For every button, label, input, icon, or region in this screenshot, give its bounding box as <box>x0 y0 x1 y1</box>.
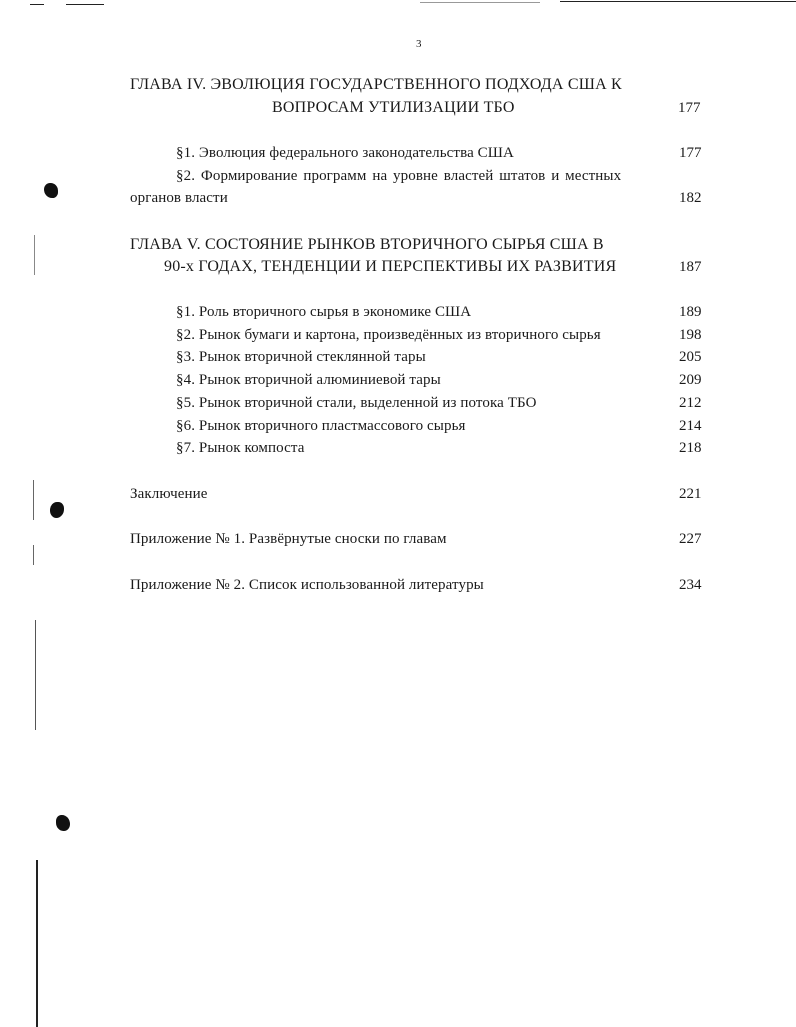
ch4-section-1: §1. Эволюция федерального законодательства США <box>176 145 514 161</box>
ch5-section-5: §5. Рынок вторичной стали, выделенной из потока ТБО <box>176 395 537 411</box>
appendix-1-entry: Приложение № 1. Развёрнутые сноски по главам <box>130 531 447 547</box>
scan-edge-left-3 <box>33 480 34 520</box>
scan-line-top-right-2 <box>560 1 796 2</box>
ch5-section-7-page: 218 <box>679 440 702 456</box>
punch-hole-2 <box>50 502 64 518</box>
scan-line-top-left <box>30 4 44 5</box>
ch5-section-5-page: 212 <box>679 395 702 411</box>
ch5-section-4-page: 209 <box>679 372 702 388</box>
punch-hole-1 <box>44 183 58 198</box>
ch4-section-2-cont: органов власти <box>130 190 228 206</box>
ch5-section-3-page: 205 <box>679 349 702 365</box>
ch5-section-4: §4. Рынок вторичной алюминиевой тары <box>176 372 441 388</box>
ch5-section-3: §3. Рынок вторичной стеклянной тары <box>176 349 426 365</box>
scan-line-top-right <box>420 2 540 3</box>
chapter-5-page: 187 <box>679 259 702 275</box>
ch5-section-7: §7. Рынок компоста <box>176 440 305 456</box>
scan-edge-left-4 <box>33 545 34 565</box>
ch5-section-1: §1. Роль вторичного сырья в экономике США <box>176 304 472 320</box>
ch5-section-6-page: 214 <box>679 418 702 434</box>
page-number: 3 <box>416 38 422 50</box>
chapter-4-page: 177 <box>678 100 701 116</box>
punch-hole-3 <box>56 815 70 831</box>
chapter-5-heading-line1: ГЛАВА V. СОСТОЯНИЕ РЫНКОВ ВТОРИЧНОГО СЫРЬЯ США В <box>130 236 604 253</box>
ch5-section-2: §2. Рынок бумаги и картона, произведённых из вторичного сырья <box>176 327 601 343</box>
appendix-1-page: 227 <box>679 531 702 547</box>
appendix-2-page: 234 <box>679 577 702 593</box>
scan-edge-left <box>36 860 38 1027</box>
scan-edge-left-2 <box>35 620 36 730</box>
ch5-section-6: §6. Рынок вторичного пластмассового сырья <box>176 418 466 434</box>
chapter-5-heading-line2: 90-х ГОДАХ, ТЕНДЕНЦИИ И ПЕРСПЕКТИВЫ ИХ РАЗВИТИЯ <box>164 258 617 275</box>
ch4-section-2-page: 182 <box>679 190 702 206</box>
conclusion-entry: Заключение <box>130 486 208 502</box>
ch4-section-2: §2. Формирование программ на уровне властей штатов и местных <box>176 168 622 184</box>
ch4-section-1-page: 177 <box>679 145 702 161</box>
scan-edge-left-5 <box>34 235 35 275</box>
conclusion-page: 221 <box>679 486 702 502</box>
ch5-section-1-page: 189 <box>679 304 702 320</box>
scan-line-top-left-2 <box>66 4 104 5</box>
chapter-4-heading-line1: ГЛАВА IV. ЭВОЛЮЦИЯ ГОСУДАРСТВЕННОГО ПОДХОДА США К <box>130 76 622 93</box>
chapter-4-heading-line2: ВОПРОСАМ УТИЛИЗАЦИИ ТБО <box>272 99 515 116</box>
ch5-section-2-page: 198 <box>679 327 702 343</box>
appendix-2-entry: Приложение № 2. Список использованной литературы <box>130 577 484 593</box>
